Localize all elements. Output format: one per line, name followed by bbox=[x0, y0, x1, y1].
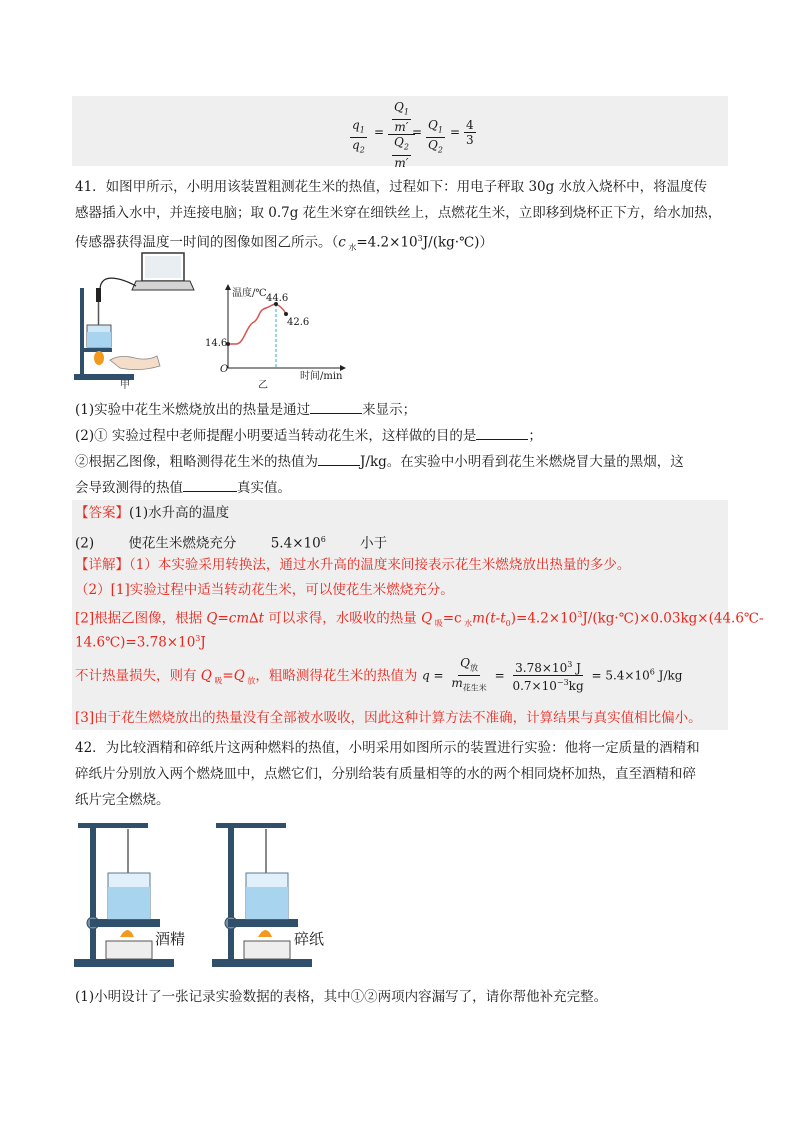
graph-end-value: 42.6 bbox=[287, 317, 310, 328]
q41-line1: 41．如图甲所示，小明用该装置粗测花生米的热值，过程如下：用电子秤取 30g 水放入烧杯中，将温度传 bbox=[75, 179, 708, 195]
document-page: $\frac{q_1}{q_2}$ = $\frac{\frac{Q_1}{m'}}{\frac{Q_2}{m'}}$ = $\frac{Q_1}{Q_2}$ = $\frac{4}{3}$ 41．如图甲所示，小明用该装置粗测花生米的热值，过程如下：用电子秤取 30g 水放入烧杯中，将温度传 感器插入水中，并连接电脑；取 0.7g 花生米穿在细铁丝上，点燃花生米，立即移到烧杯正下方，给水加热， 传感器获得温度一时间的图像如图乙所示。（c $_水=4.2\times 10^3J/(kg\cdot℃)$） 甲 温度/℃ 44.6 42.6 14.6 O 时间/min 乙 (1)实验中花生米燃烧放出的热量是通过 来显示； (2)① 实验过程中老师提醒小明要适当转动花生米，这样做的目的是 ； ②根据乙图像，粗略测得花生米的热值为 J/kg。在实验中小明看到花生米燃烧冒大量的黑烟，这 会导致测得的热值 真实值。 【答案】(1)水升高的温度 (2) 使花生米燃烧充分 $5.4\times 10^6$ 小于 【详解】（1）本实验采用转换法，通过水升高的温度来间接表示花生米燃烧放出热量的多少。 （2）[1]实验过程中适当转动花生米，可以使花生米燃烧充分。 [2]根据乙图像，根据 Q=cm∆t 可以求得，水吸收的热量 Q $_吸$=c $_水m(t-t_0)=4.2\times 10^3J/(kg\cdot℃)\times 0.03kg\times(44.6℃-$ $14.6℃)=3.78\times 10^3J$ 不计热量损失，则有 Q $_吸$=Q $_放$，粗略测得花生米的热值为 q = $\frac{Q_放}{m_{花生米}}$ = $\frac{3.78\times 10^3 J}{0.7\times 10^{-3}kg}$ = $5.4\times 10^6$ J/kg [3]由于花生燃烧放出的热量没有全部被水吸收，因此这种计算方法不准确，计算结果与真实值相比偏小。 42．为比较酒精和碎纸片这两种燃料的热值，小明采用如图所示的装置进行实验：他将一定质量的酒精和 碎纸片分别放入两个燃烧皿中，点燃它们，分别给装有质量相等的水的两个相同烧杯加热，直至酒精和碎 纸片完全燃烧。 酒精 碎纸 (1)小明设计了一张记录实验数据的表格，其中①②两项内容漏写了，请你帮他补充完整。 bbox=[0, 0, 800, 1132]
q42-line3: 纸片完全燃烧。 bbox=[75, 792, 170, 808]
detail-line1: 【详解】（1）本实验采用转换法，通过水升高的温度来间接表示花生米燃烧放出热量的多少。 bbox=[75, 557, 631, 573]
answer-line2: (2) 使花生米燃烧充分 $5.4\times 10^6$ 小于 bbox=[75, 535, 388, 552]
answer-blank-3[interactable] bbox=[318, 451, 360, 466]
apparatus-figure-jia bbox=[70, 250, 195, 390]
q42-line2: 碎纸片分别放入两个燃烧皿中，点燃它们，分别给装有质量相等的水的两个相同烧杯加热，直至酒精和碎 bbox=[75, 766, 696, 782]
answer-line1: 【答案】(1)水升高的温度 bbox=[75, 505, 230, 521]
label-alcohol: 酒精 bbox=[155, 930, 186, 948]
graph-peak-value: 44.6 bbox=[266, 293, 289, 304]
fig-label-jia: 甲 bbox=[120, 380, 130, 391]
detail-line6: [3]由于花生燃烧放出的热量没有全部被水吸收，因此这种计算方法不准确，计算结果与真实值相比偏小。 bbox=[75, 710, 702, 726]
graph-xlabel: 时间/min bbox=[300, 371, 343, 382]
q41-sub4: 会导致测得的热值 真实值。 bbox=[75, 477, 291, 498]
label-paper: 碎纸 bbox=[294, 930, 325, 948]
answer-blank-2[interactable] bbox=[476, 425, 528, 440]
fig-label-yi: 乙 bbox=[258, 380, 268, 391]
q41-sub3: ②根据乙图像，粗略测得花生米的热值为 J/kg。在实验中小明看到花生米燃烧冒大量的黑烟，这 bbox=[75, 451, 684, 472]
detail-line5: 不计热量损失，则有 Q $_吸$=Q $_放$，粗略测得花生米的热值为 bbox=[75, 668, 418, 686]
heat-value-formula: q = $\frac{Q_放}{m_{花生米}}$ = $\frac{3.78\times 10^3 J}{0.7\times 10^{-3}kg}$ = $5.4\times 10^6$ J/kg bbox=[422, 656, 683, 694]
answer-blank-4[interactable] bbox=[183, 477, 237, 492]
detail-line3: [2]根据乙图像，根据 Q=cm∆t 可以求得，水吸收的热量 Q $_吸$=c $_水m(t-t_0)=4.2\times 10^3J/(kg\cdot℃)\times 0.03kg\times(44.6℃-$ bbox=[75, 610, 764, 629]
q42-line1: 42．为比较酒精和碎纸片这两种燃料的热值，小明采用如图所示的装置进行实验：他将一定质量的酒精和 bbox=[75, 740, 700, 756]
q41-sub1: (1)实验中花生米燃烧放出的热量是通过 来显示； bbox=[75, 399, 416, 420]
detail-line4: $14.6℃)=3.78\times 10^3J$ bbox=[75, 634, 206, 651]
detail-line2: （2）[1]实验过程中适当转动花生米，可以使花生米燃烧充分。 bbox=[75, 582, 454, 598]
graph-start-value: 14.6 bbox=[205, 338, 228, 349]
graph-origin: O bbox=[220, 364, 229, 375]
burning-apparatus-figure bbox=[70, 815, 350, 975]
q42-sub1: (1)小明设计了一张记录实验数据的表格，其中①②两项内容漏写了，请你帮他补充完整。 bbox=[75, 989, 608, 1005]
laptop-icon bbox=[132, 253, 194, 290]
q41-line3: 传感器获得温度一时间的图像如图乙所示。（c $_水=4.2\times 10^3J/(kg\cdot℃)$） bbox=[75, 234, 493, 253]
q41-line2: 感器插入水中，并连接电脑；取 0.7g 花生米穿在细铁丝上，点燃花生米，立即移到烧杯正下方，给水加热， bbox=[75, 205, 722, 221]
q41-sub2: (2)① 实验过程中老师提醒小明要适当转动花生米，这样做的目的是 ； bbox=[75, 425, 542, 446]
answer-blank-1[interactable] bbox=[310, 399, 362, 414]
graph-ylabel: 温度/℃ bbox=[232, 288, 267, 299]
